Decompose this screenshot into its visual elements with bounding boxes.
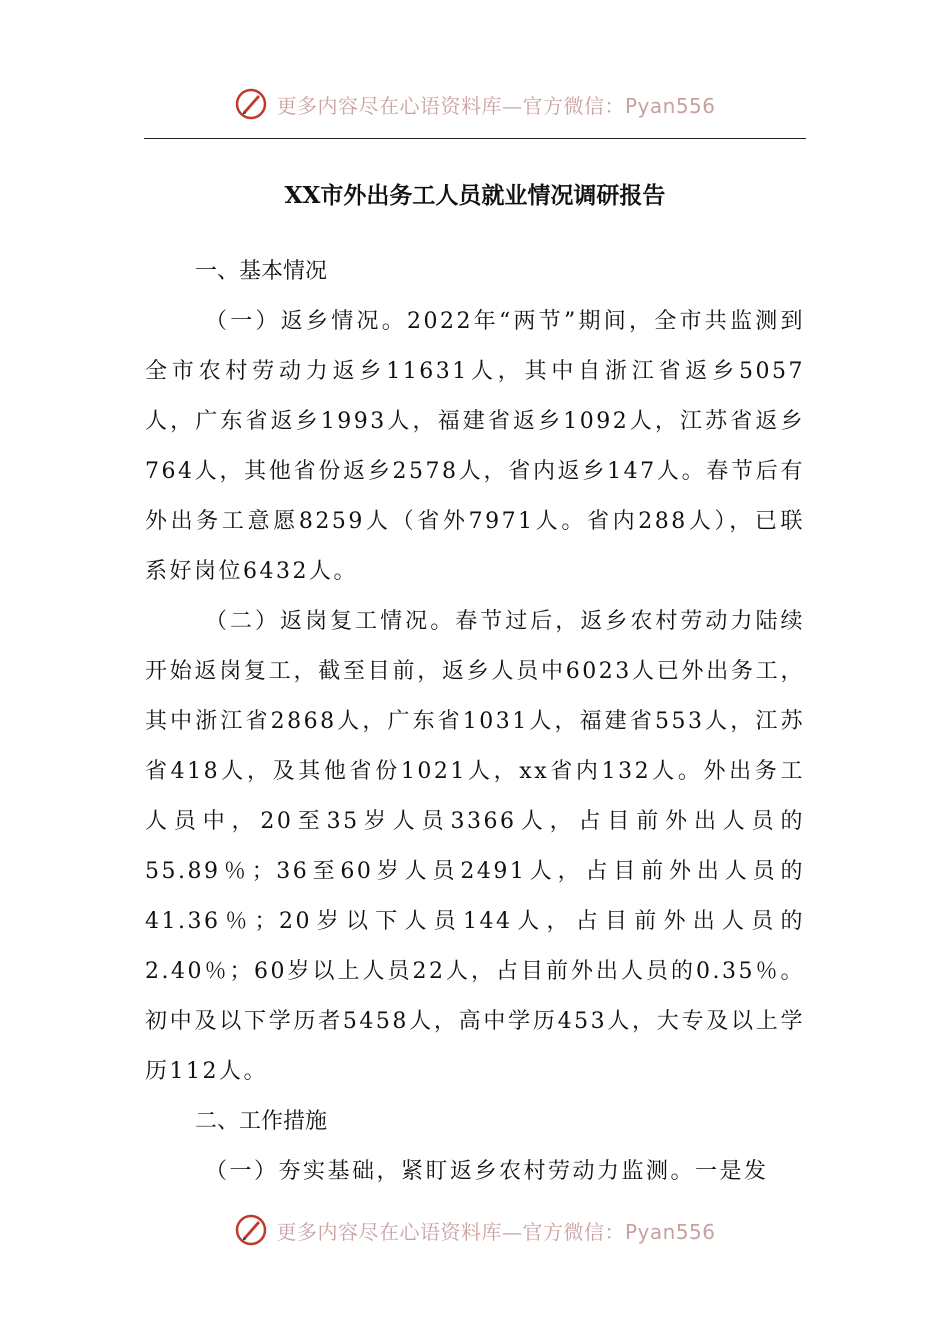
- paragraph-measure-one: （一）夯实基础，紧盯返乡农村劳动力监测。一是发: [205, 1159, 769, 1184]
- watermark-text: 更多内容尽在心语资料库—官方微信：Pyan556: [276, 1219, 716, 1244]
- header-divider: [144, 138, 806, 139]
- document-body: [145, 170, 805, 1197]
- document-title: XX市外出务工人员就业情况调研报告: [284, 182, 666, 209]
- paragraph-return-to-work: （二）返岗复工情况。春节过后，返乡农村劳动力陆续开始返岗复工，截至目前，返乡人员中6023人已外出务工，其中浙江省2868人，广东省1031人，福建省553人，江苏省418人，及其他省份1021人，xx省内132人。外出务工人员中，20至35岁人员3366人，占目前外出人员的55.89％；36至60岁人员2491人，占目前外出人员的41.36％；20岁以下人员144人，占目前外出人员的2.40％；60岁以上人员22人，占目前外出人员的0.35％。初中及以下学历者5458人，高中学历453人，大专及以上学历112人。: [145, 609, 805, 1084]
- watermark-header: [0, 84, 950, 124]
- section-heading-basic-situation: 一、基本情况: [195, 259, 328, 284]
- section-heading-work-measures: 二、工作措施: [195, 1109, 328, 1134]
- watermark-footer: [0, 1210, 950, 1250]
- paragraph-return-situation: （一）返乡情况。2022年“两节”期间，全市共监测到全市农村劳动力返乡11631人，其中自浙江省返乡5057人，广东省返乡1993人，福建省返乡1092人，江苏省返乡764人，其他省份返乡2578人，省内返乡147人。春节后有外出务工意愿8259人（省外7971人。省内288人），已联系好岗位6432人。: [145, 309, 805, 584]
- quill-logo-icon: [234, 1213, 268, 1247]
- watermark-text: 更多内容尽在心语资料库—官方微信：Pyan556: [276, 93, 716, 118]
- quill-logo-icon: [234, 87, 268, 121]
